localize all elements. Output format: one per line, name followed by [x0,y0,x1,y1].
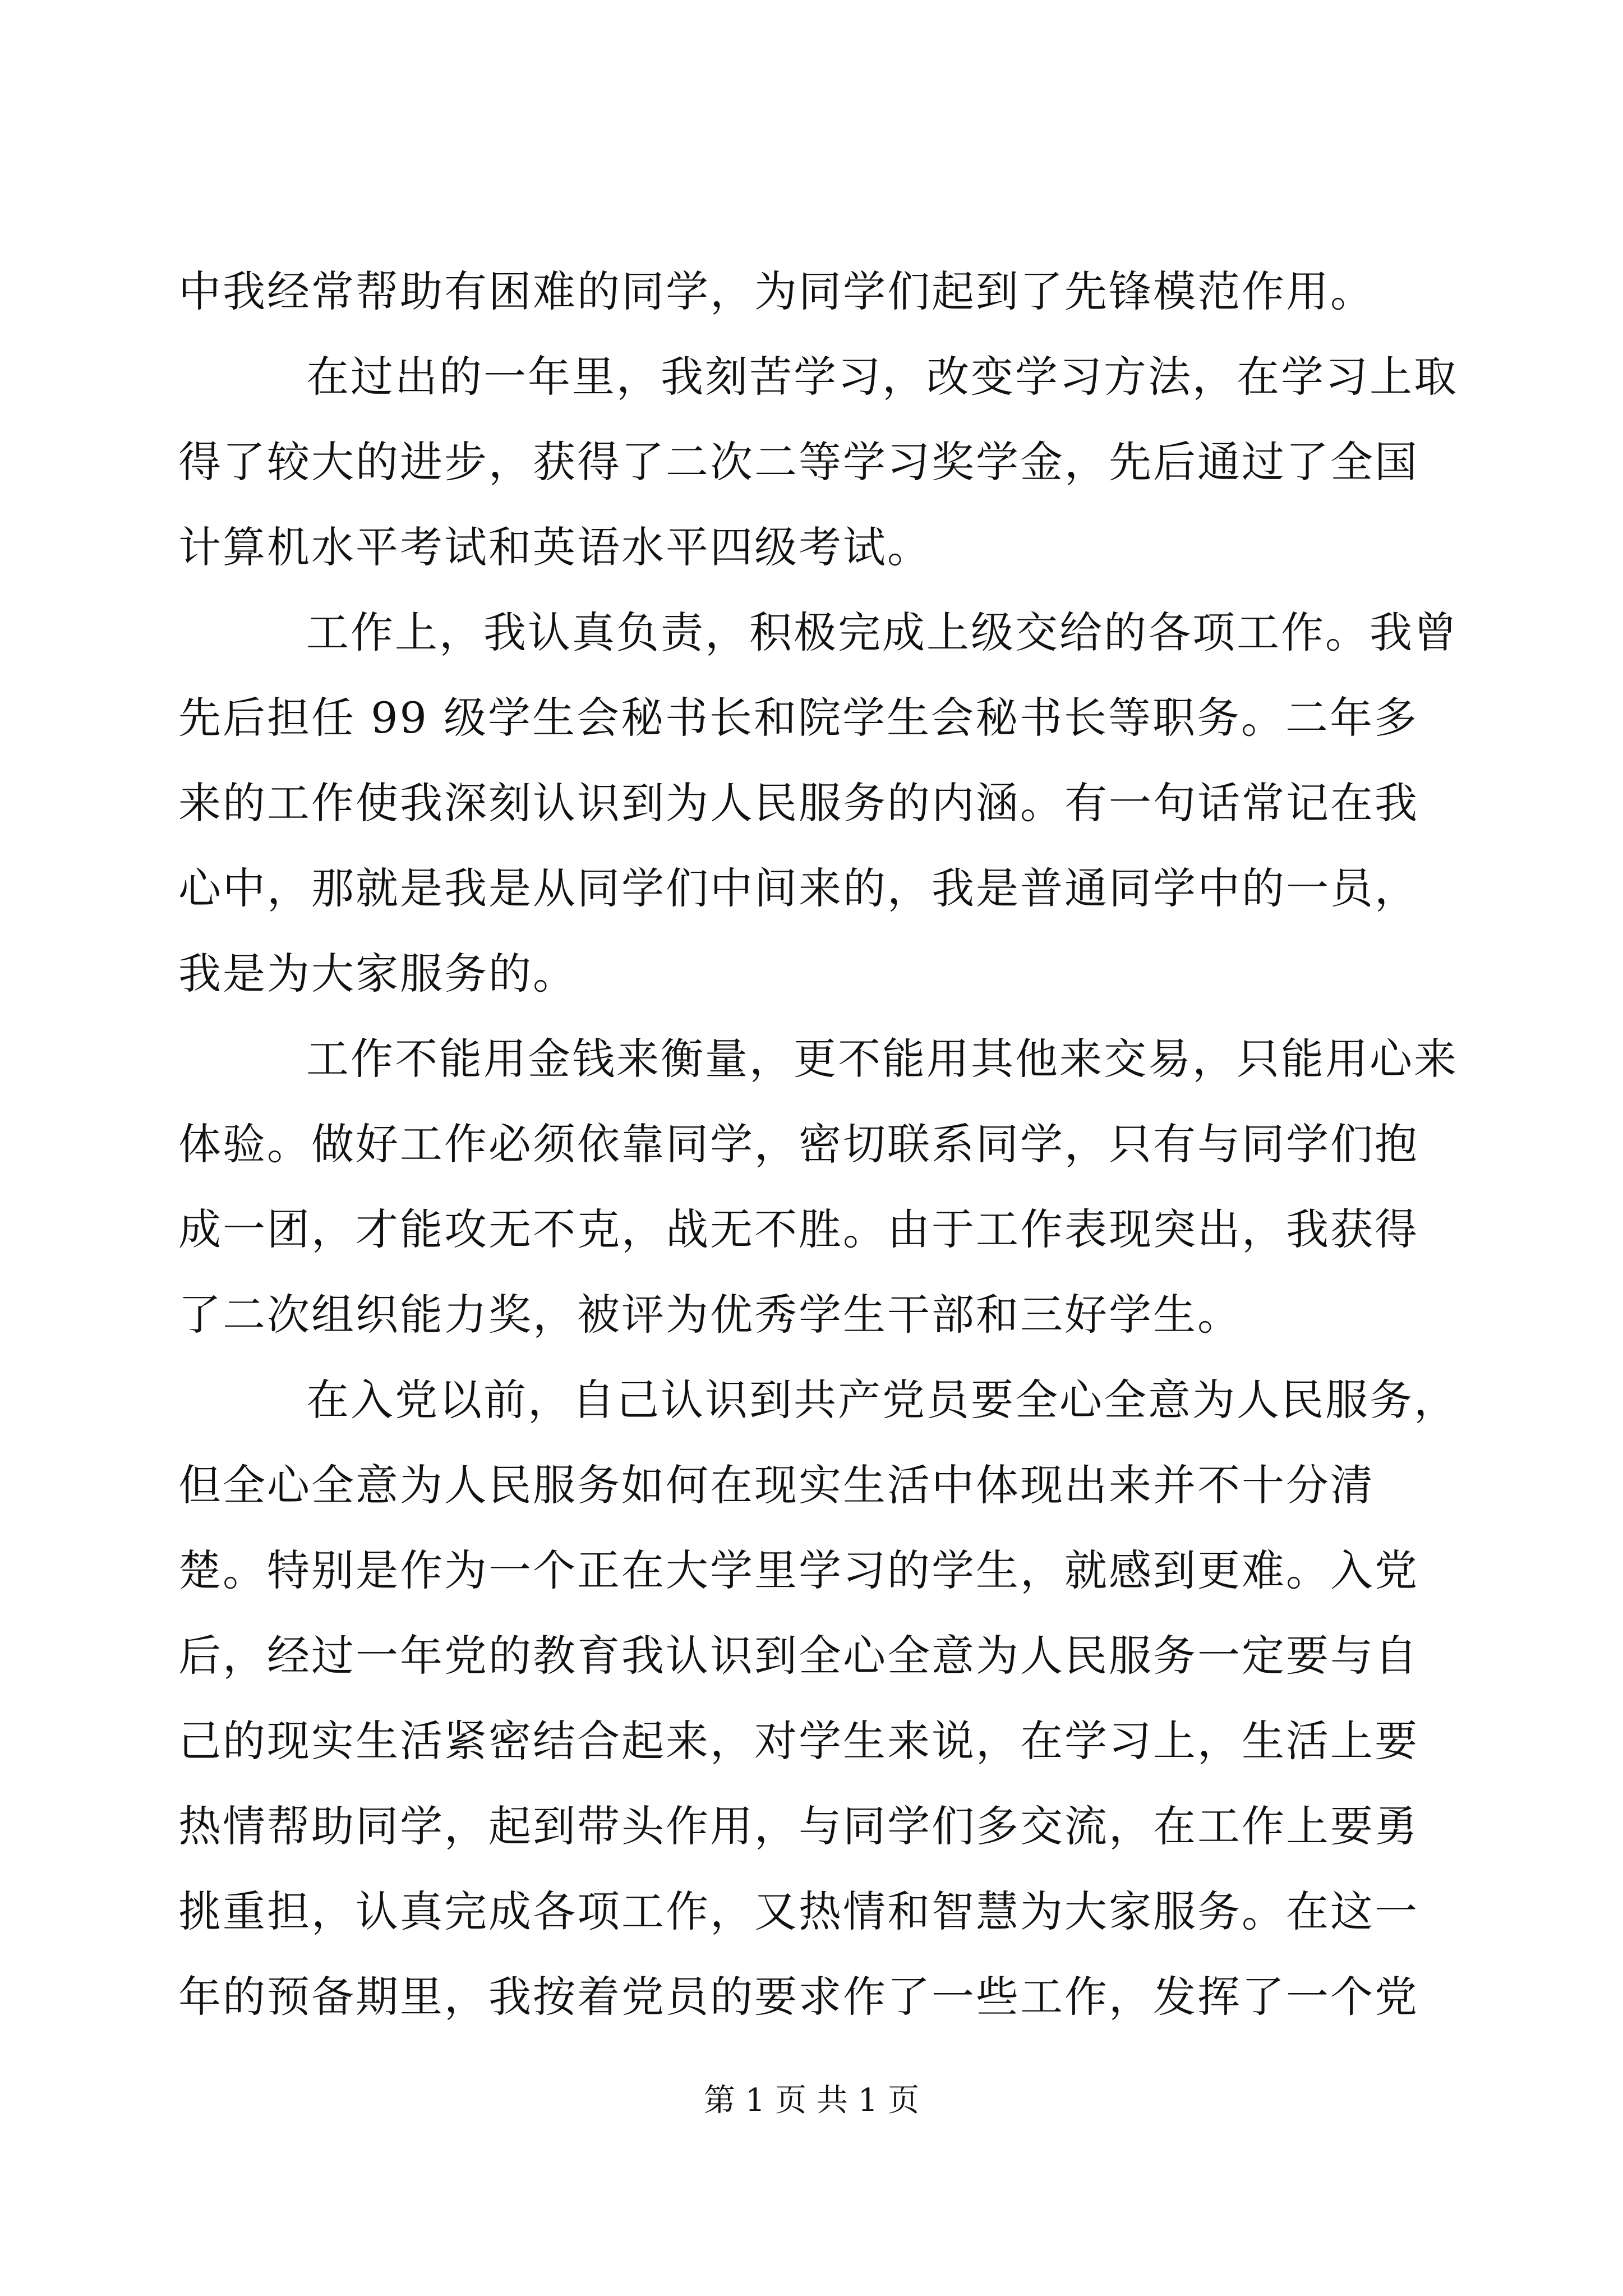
text-line: 来的工作使我深刻认识到为人民服务的内涵。有一句话常记在我 [178,778,1419,828]
text-line: 在入党以前，自己认识到共产党员要全心全意为人民服务， [306,1375,1458,1425]
text-line: 中我经常帮助有困难的同学，为同学们起到了先锋模范作用。 [178,266,1375,316]
text-line: 成一团，才能攻无不克，战无不胜。由于工作表现突出，我获得 [178,1204,1419,1254]
text-line: 但全心全意为人民服务如何在现实生活中体现出来并不十分清 [178,1460,1375,1510]
text-line: 挑重担，认真完成各项工作，又热情和智慧为大家服务。在这一 [178,1887,1419,1936]
text-line: 得了较大的进步，获得了二次二等学习奖学金，先后通过了全国 [178,437,1419,487]
text-line: 我是为大家服务的。 [178,949,577,999]
text-line: 在过出的一年里，我刻苦学习，改变学习方法，在学习上取 [306,352,1458,402]
text-line: 体验。做好工作必须依靠同学，密切联系同学，只有与同学们抱 [178,1119,1419,1169]
text-line: 工作上，我认真负责，积极完成上级交给的各项工作。我曾 [306,608,1458,657]
text-line: 了二次组织能力奖，被评为优秀学生干部和三好学生。 [178,1290,1242,1340]
text-line: 心中，那就是我是从同学们中间来的，我是普通同学中的一员， [178,863,1419,913]
text-line: 先后担任 99 级学生会秘书长和院学生会秘书长等职务。二年多 [178,693,1419,743]
text-line: 年的预备期里，我按着党员的要求作了一些工作，发挥了一个党 [178,1972,1419,2022]
text-line: 后，经过一年党的教育我认识到全心全意为人民服务一定要与自 [178,1631,1419,1681]
text-line: 工作不能用金钱来衡量，更不能用其他来交易，只能用心来 [306,1034,1458,1084]
text-line: 热情帮助同学，起到带头作用，与同学们多交流，在工作上要勇 [178,1801,1419,1851]
text-line: 楚。特别是作为一个正在大学里学习的学生，就感到更难。入党 [178,1545,1419,1595]
text-line: 计算机水平考试和英语水平四级考试。 [178,522,932,572]
text-line: 己的现实生活紧密结合起来，对学生来说，在学习上，生活上要 [178,1716,1419,1766]
page-footer: 第 1 页 共 1 页 [703,2082,920,2119]
